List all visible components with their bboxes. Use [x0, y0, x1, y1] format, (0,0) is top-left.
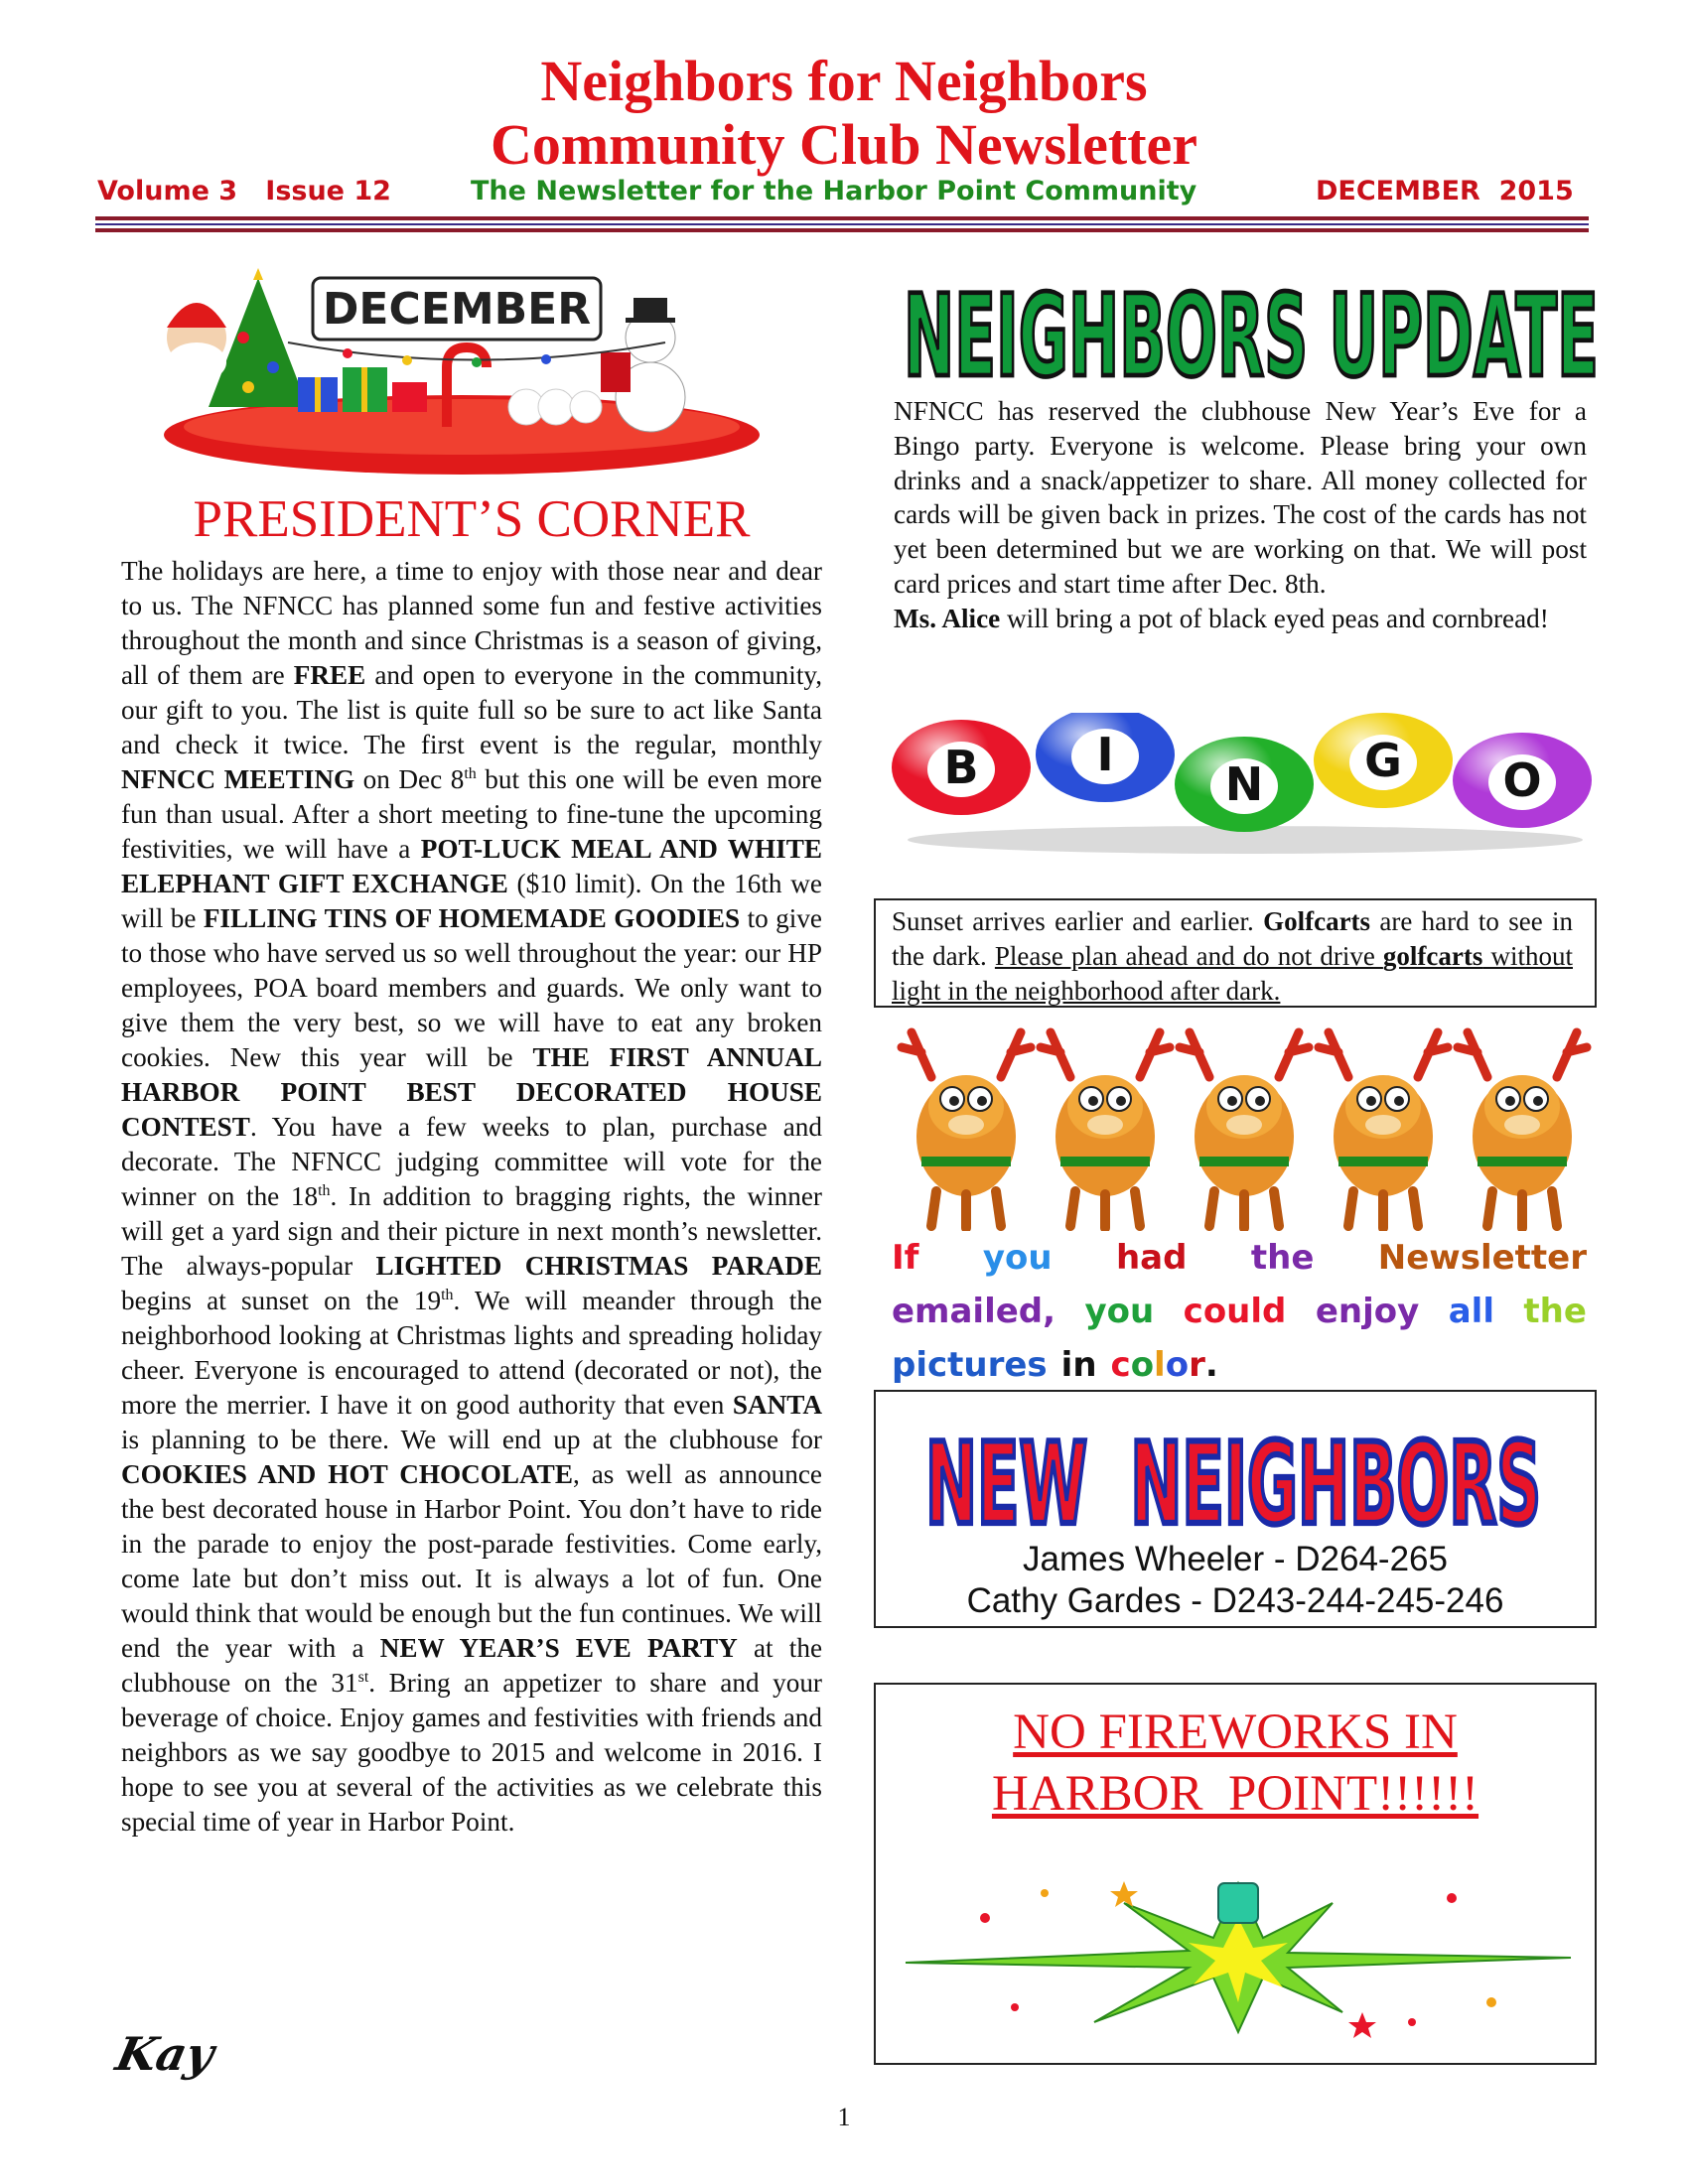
bingo-ball-o — [1453, 733, 1592, 828]
presidents-corner-body: The holidays are here, a time to enjoy with those near and dear to us. The NFNCC has planned some fun and festive activities throughout the month and since Christmas is a season of giving, all of them are FREE and open to everyone in the community, our gift to you. The list is quite full so be sure to act like Santa and check it twice. The first event is the regular, monthly NFNCC MEETING on Dec 8th but this one will be even more fun than usual. After a short meeting to fine-tune the upcoming festivities, we will have a POT-LUCK MEAL AND WHITE ELEPHANT GIFT EXCHANGE ($10 limit). On the 16th we will be FILLING TINS OF HOMEMADE GOODIES to give to those who have served us so well throughout the year: our HP employees, POA board members and guards. We only want to give them the very best, so we will have to eat any broken cookies. New this year will be THE FIRST ANNUAL HARBOR POINT BEST DECORATED HOUSE CONTEST. You have a few weeks to plan, purchase and decorate. The NFNCC judging committee will vote for the winner on the 18th. In addition to bragging rights, the winner will get a yard sign and their picture in next month’s newsletter. The always-popular LIGHTED CHRISTMAS PARADE begins at sunset on the 19th. We will meander through the neighborhood looking at Christmas lights and spreading holiday cheer. Everyone is encouraged to attend (decorated or not), the more the merrier. I have it on good authority that even SANTA is planning to be there. We will end up at the clubhouse for COOKIES AND HOT CHOCOLATE, as well as announce the best decorated house in Harbor Point. You don’t have to ride in the parade to enjoy the post-parade festivities. Come early, come late but don’t miss out. It is always a lot of fun. One would think that would be enough but the fun continues. We will end the year with a NEW YEAR’S EVE PARTY at the clubhouse on the 31st. Bring an appetizer to share and your beverage of choice. Enjoy games and festivities with friends and neighbors as we say goodbye to 2015 and welcome in 2016. I hope to see you at several of the activities as we celebrate this special time of year in Harbor Point. — [121, 556, 823, 1837]
newsletter-title-line1: Neighbors for Neighbors — [540, 49, 1148, 113]
color-word: had — [1115, 1238, 1188, 1278]
color-word: . — [1204, 1345, 1218, 1385]
masthead-rule-middle — [95, 223, 1589, 225]
color-word: emailed, — [892, 1292, 1056, 1331]
color-word: all — [1448, 1292, 1494, 1331]
issue-date: DECEMBER 2015 — [1316, 176, 1574, 206]
new-neighbor-name: James Wheeler - D264-265 — [1023, 1540, 1448, 1578]
newsletter-title-line2: Community Club Newsletter — [490, 112, 1198, 177]
color-word: o — [1130, 1345, 1155, 1385]
bingo-balls-illustration — [892, 713, 1599, 857]
bingo-letter: N — [1224, 757, 1264, 811]
color-note-line2 — [892, 1285, 1587, 1338]
color-word: c — [1110, 1345, 1131, 1385]
color-word: pictures — [892, 1345, 1048, 1385]
color-word: Newsletter — [1377, 1238, 1587, 1278]
bingo-ball-i — [1036, 713, 1175, 802]
firework-burst-icon — [896, 1863, 1581, 2042]
color-note-line1 — [892, 1231, 1587, 1285]
color-word: o — [1165, 1345, 1190, 1385]
color-word: you — [1084, 1292, 1155, 1331]
no-fireworks-box — [874, 1683, 1597, 2065]
bingo-letter: G — [1364, 734, 1402, 787]
color-word: the — [1250, 1238, 1315, 1278]
color-word: you — [982, 1238, 1053, 1278]
bingo-ball-b — [892, 720, 1031, 815]
new-neighbor-name: Cathy Gardes - D243-244-245-246 — [966, 1581, 1504, 1620]
bingo-ball-g — [1314, 713, 1453, 808]
svg-text:NEIGHBORS UPDATE: NEIGHBORS UPDATE — [904, 270, 1599, 403]
color-email-note — [892, 1231, 1587, 1392]
reindeer-row-illustration — [892, 1018, 1593, 1231]
bingo-letter: B — [943, 741, 979, 794]
golfcart-notice: Sunset arrives earlier and earlier. Golfcarts are hard to see in the dark. Please plan ahead and do not drive golfcarts without light in the neighborhood after dark. — [874, 898, 1597, 1008]
december-banner-text: DECEMBER — [322, 284, 592, 335]
presidents-corner-heading: PRESIDENT’S CORNER — [193, 490, 751, 548]
masthead-rule-top — [95, 216, 1589, 220]
color-word: r — [1189, 1345, 1205, 1385]
reindeer-figure — [902, 1032, 1031, 1228]
bingo-ball-n — [1175, 737, 1314, 832]
bingo-letter: O — [1502, 753, 1542, 807]
volume-issue: Volume 3 Issue 12 — [97, 176, 391, 206]
color-word: the — [1523, 1292, 1587, 1331]
color-word: in — [1060, 1345, 1097, 1385]
new-neighbors-box — [874, 1390, 1597, 1628]
color-word: enjoy — [1315, 1292, 1420, 1331]
reindeer-figure — [1458, 1032, 1587, 1228]
christmas-scene-illustration — [149, 258, 774, 481]
color-word: If — [892, 1238, 919, 1278]
president-signature: Kay — [111, 2027, 219, 2081]
color-word: l — [1154, 1345, 1166, 1385]
no-fireworks-line2: HARBOR POINT!!!!!! — [991, 1766, 1479, 1822]
neighbors-update-title — [894, 256, 1609, 405]
color-word: could — [1183, 1292, 1287, 1331]
color-note-line3 — [892, 1338, 1587, 1392]
masthead-rule-bottom — [95, 228, 1589, 232]
neighbors-update-body: NFNCC has reserved the clubhouse New Year’s Eve for a Bingo party. Everyone is welcome. Please bring your own drinks and a snack/appetizer to share. All money collected for cards will be given back in prizes. The cost of the cards has not yet been determined but we are working on that. We will post card prices and start time after Dec. 8th. Ms. Alice will bring a pot of black eyed peas and cornbread! — [894, 396, 1587, 633]
bingo-letter: I — [1096, 728, 1114, 781]
reindeer-figure — [1319, 1032, 1448, 1228]
reindeer-figure — [1041, 1032, 1170, 1228]
page-number: 1 — [837, 2103, 851, 2131]
no-fireworks-line1: NO FIREWORKS IN — [1013, 1705, 1458, 1760]
svg-text:NEW NEIGHBORS: NEW NEIGHBORS — [925, 1419, 1541, 1545]
reindeer-figure — [1180, 1032, 1309, 1228]
newsletter-tagline: The Newsletter for the Harbor Point Community — [471, 176, 1197, 206]
new-neighbors-title — [915, 1406, 1551, 1545]
